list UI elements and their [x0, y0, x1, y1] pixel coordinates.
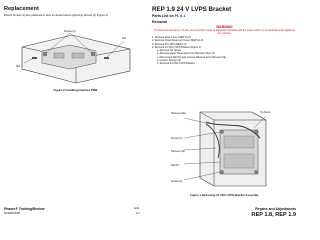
footer-manual-title: Phaser® Training/Review [4, 207, 45, 211]
parts-list-line [152, 14, 297, 18]
label-harness-clip: Harness Clip [171, 150, 185, 153]
parts-list-prefix: Parts List on [152, 14, 174, 18]
substep-item: d. Loosen Screws (4). [157, 59, 182, 63]
label-tie-screw: Tie Screw [260, 111, 271, 114]
label-screws-bottom: Screws (2) [171, 180, 183, 183]
left-figure-caption: Figure 2 Installing Interface PWB [53, 88, 98, 92]
substep-item: b. Remove upper Harnesses from Harness Clips (3). [157, 52, 216, 56]
step-item: 1. Remove Rear Cover (REP 14.2). [152, 36, 192, 39]
warning-text: To avoid personal injury or shock, do not perform repair or adjustment activities with the power switch on or electrical power applied to the machine. [153, 29, 296, 35]
step-item: 4. Remove 24 VDC LVPS Bracket (Figure 1): [152, 45, 202, 49]
left-column [4, 6, 147, 17]
substep-item: e. Remove 24 VDC LVPS Bracket. [157, 62, 196, 66]
label-screws-top: Screws (2) [171, 137, 183, 140]
footer-date: 02/1905/2009 [4, 212, 20, 215]
label-flat-pj: Flat P/J [171, 164, 180, 167]
step-item: 3. Remove 5V LVPS (REP 1.3). [152, 42, 188, 46]
parts-list-link[interactable]: PL 8.1 [174, 14, 186, 18]
replacement-intro: Ensure Screws (2) are positioned in slots as shown before tightening Screws (2) (Figure 2). [4, 14, 109, 17]
label-harness-clips: Harness Clips [171, 112, 186, 115]
procedure-title: REP 1.9 24 V LVPS Bracket [152, 6, 232, 13]
removal-steps [152, 36, 297, 66]
substep-item: c. Disconnect Flat P/J and remove Harness from Harness Clip. [157, 55, 227, 59]
substep-item: a. Remove Tie Screw. [157, 49, 182, 53]
replacement-heading: Replacement [4, 6, 39, 12]
label-screws: Screws (2) [64, 30, 76, 33]
right-figure-caption: Figure 1 Removing 24 VDC LVPS Bracket Assembly [190, 193, 259, 197]
footer-section-title: Repairs and Adjustments [255, 207, 296, 211]
step-item: 2. Remove Upper Rear Left Cover (REP 14.3). [152, 39, 204, 43]
footer-page-number: 4-7 [136, 212, 140, 215]
removal-heading: Removal [152, 20, 167, 24]
footer-page-count: 4/44 [134, 207, 140, 210]
label-slot-right: Slot [122, 37, 127, 40]
lvps-bracket-illustration [170, 108, 280, 190]
right-column [152, 6, 297, 66]
label-slot-left: Slot [16, 65, 21, 68]
warning-title: WARNING [216, 25, 233, 29]
footer-rep-ref: REP 1.8, REP 1.9 [251, 212, 296, 218]
interface-pwb-illustration [12, 27, 138, 85]
